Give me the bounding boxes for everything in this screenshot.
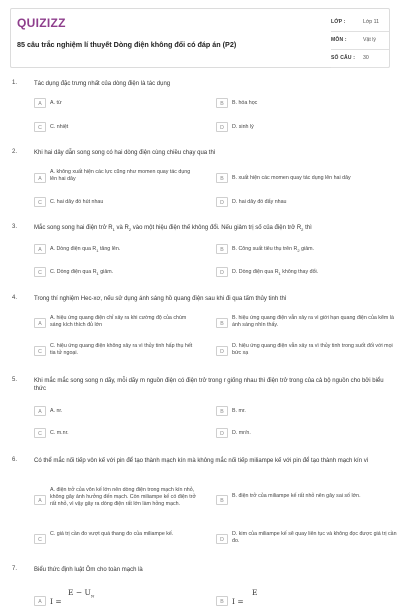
option-text: C. nhiệt — [50, 124, 69, 130]
option-letter-box: C — [34, 346, 46, 356]
question-number: 4. — [12, 295, 18, 301]
formula-lhs: I = — [50, 597, 62, 606]
meta-label: MÔN : — [331, 37, 347, 43]
option-text: B. mr. — [232, 408, 246, 414]
option-text: B. điện trở của miliampe kế rất nhỏ nên gây sai số lớn. — [232, 493, 361, 499]
option-letter-box: B — [216, 244, 228, 254]
option-text: B. xuất hiện các momen quay tác dụng lên hai dây — [232, 175, 351, 181]
option-text: C. hiệu ứng quang điện không xảy ra vì thủy tinh hấp thụ hết tia tử ngoại. — [50, 343, 193, 356]
option-letter-box: D — [216, 346, 228, 356]
meta-row-class — [331, 14, 389, 32]
question-number: 6. — [12, 457, 18, 463]
option-text: D. hiệu ứng quang điện vẫn xảy ra vì thủy tinh trong suốt đối với mọi bức xạ — [232, 343, 393, 356]
question-text: Biểu thức định luật Ôm cho toàn mạch là — [34, 567, 143, 573]
option-letter-box: C — [34, 267, 46, 277]
option-text: D. kim của miliampe kế sẽ quay liên tục và không đọc được giá trị cần đo. — [232, 531, 397, 544]
option-letter-box: A — [34, 98, 46, 108]
option-letter-box: A — [34, 406, 46, 416]
worksheet-meta — [331, 14, 389, 68]
question-text: Trong thí nghiệm Hec-xơ, nếu sử dụng ánh sáng hồ quang điện sau khi đi qua tấm thủy tinh thì — [34, 296, 287, 302]
option-letter-box: B — [216, 98, 228, 108]
option-text: D. mr/n. — [232, 430, 251, 436]
quizizz-logo: QUIZIZZ — [17, 16, 66, 30]
question-text: Khi hai dây dẫn song song có hai dòng điện cùng chiều chạy qua thì — [34, 150, 216, 156]
option-letter-box: C — [34, 534, 46, 544]
option-letter-box: D — [216, 197, 228, 207]
option-letter-box: A — [34, 173, 46, 183]
worksheet-header — [10, 8, 390, 68]
option-letter-box: D — [216, 122, 228, 132]
option-letter-box: C — [34, 428, 46, 438]
option-letter-box: A — [34, 495, 46, 505]
formula-lhs: I = — [232, 597, 244, 606]
option-letter-box: A — [34, 244, 46, 254]
question-text: Tác dụng đặc trưng nhất của dòng điện là tác dụng — [34, 81, 171, 87]
option-letter-box: B — [216, 173, 228, 183]
option-letter-box: C — [34, 122, 46, 132]
option-text: C. m.nr. — [50, 430, 69, 436]
option-text: B. hiệu ứng quang điện vẫn xảy ra vì giới hạn quang điện của kẽm là ánh sáng nhìn thấy. — [232, 315, 394, 328]
question-number: 2. — [12, 149, 18, 155]
option-text: C. giá trị cần đo vượt quá thang đo của miliampe kế. — [50, 531, 174, 537]
option-letter-box: D — [216, 428, 228, 438]
option-text: D. Dòng điện qua $R_1$ không thay đổi. — [232, 269, 319, 277]
option-letter-box: B — [216, 495, 228, 505]
option-text: C. Dòng điện qua $R_1$ giảm. — [50, 269, 114, 277]
question-number: 5. — [12, 377, 18, 383]
option-text: B. hóa học — [232, 100, 258, 106]
option-letter-box: B — [216, 318, 228, 328]
option-letter-box: D — [216, 534, 228, 544]
worksheet-title: 85 câu trắc nghiệm lí thuyết Dòng điện không đổi có đáp án (P2) — [17, 40, 237, 49]
question-text: Mắc song song hai điện trở $R_1$ và $R_2$ vào một hiệu điện thế không đổi. Nếu giảm trị số của điện trở $R_2$ thì — [34, 225, 312, 233]
option-text: D. sinh lý — [232, 124, 254, 130]
formula-numerator: $E - U_N$ — [68, 588, 95, 599]
option-letter-box: A — [34, 596, 46, 606]
question-number: 1. — [12, 80, 18, 86]
option-letter-box: A — [34, 318, 46, 328]
meta-label: SỐ CÂU : — [331, 55, 356, 61]
option-text: A. Dòng điện qua $R_1$ tăng lên. — [50, 246, 121, 254]
option-text: A. nr. — [50, 408, 63, 414]
option-text: C. hai dây đó hút nhau — [50, 199, 104, 205]
question-number: 7. — [12, 566, 18, 572]
question-text: Khi mắc mắc song song n dãy, mỗi dãy m nguồn điện có điện trở trong r giống nhau thì điện trở trong của cả bộ nguồn cho bởi biểu thức — [34, 378, 384, 392]
meta-label: LỚP : — [331, 19, 346, 25]
question-text: Có thể mắc nối tiếp vôn kế với pin để tạo thành mạch kín mà không mắc nối tiếp miliampe kế với pin để tạo thành mạch kín vì — [34, 458, 369, 464]
option-text: A. từ — [50, 100, 62, 106]
option-letter-box: B — [216, 596, 228, 606]
meta-value: Vật lý — [363, 37, 376, 43]
meta-value: 30 — [363, 55, 369, 61]
meta-row-count — [331, 50, 389, 68]
option-text: D. hai dây đó đẩy nhau — [232, 199, 287, 205]
option-text: A. điện trở của vôn kế lớn nên dòng điện trong mạch kín nhỏ, không gây ảnh hưởng đến mạch. Còn miliampe kế có điện trở rất nhỏ, vì vậy gây ra dòng điện rất lớn làm hỏng mạch. — [50, 487, 196, 507]
meta-value: Lớp 11 — [363, 19, 379, 25]
option-letter-box: D — [216, 267, 228, 277]
option-letter-box: B — [216, 406, 228, 416]
option-text: B. Công suất tiêu thụ trên $R_2$ giảm. — [232, 246, 315, 254]
formula-numerator: E — [252, 588, 258, 597]
option-letter-box: C — [34, 197, 46, 207]
question-number: 3. — [12, 224, 18, 230]
meta-row-subject — [331, 32, 389, 50]
option-text: A. không xuất hiện các lực cũng như momen quay tác dụng lên hai dây — [50, 169, 191, 182]
option-text: A. hiệu ứng quang điện chỉ xảy ra khi cường độ của chùm sáng kích thích đủ lớn — [50, 315, 187, 328]
